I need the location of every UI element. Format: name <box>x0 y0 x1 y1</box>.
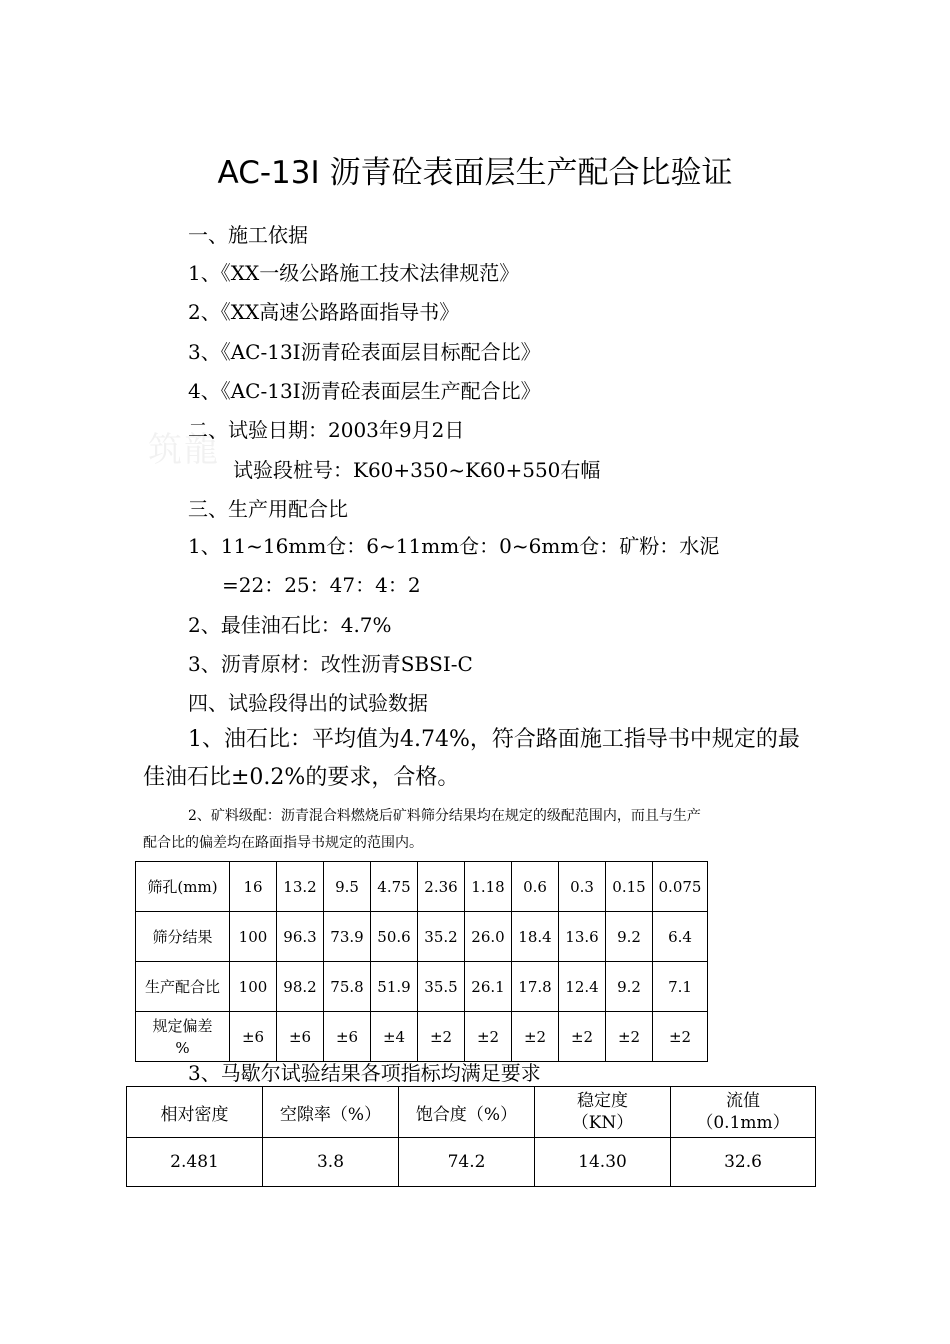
reference-item-4: 4、《AC-13I沥青砼表面层生产配合比》 <box>188 379 541 403</box>
row-header: 筛孔(mm) <box>136 862 230 912</box>
table-cell: 0.3 <box>559 862 606 912</box>
table-cell: 12.4 <box>559 962 606 1012</box>
table-row <box>136 912 708 962</box>
table-cell: ±6 <box>277 1012 324 1062</box>
row-header-line-1: 规定偏差 <box>152 1016 213 1035</box>
table-row <box>136 862 708 912</box>
binder-material-line: 3、沥青原材：改性沥青SBSI-C <box>188 652 473 676</box>
table-cell: 75.8 <box>324 962 371 1012</box>
header-cell <box>399 1087 535 1138</box>
section-4-heading: 四、试验段得出的试验数据 <box>188 691 428 715</box>
table-row <box>127 1138 816 1187</box>
table-cell: ±6 <box>230 1012 277 1062</box>
table-cell: 0.6 <box>512 862 559 912</box>
ratio-line-2: =22：25：47：4：2 <box>222 573 421 597</box>
oil-ratio-line-1: 1、油石比：平均值为4.74%，符合路面施工指导书中规定的最 <box>188 727 800 752</box>
header-line-2: （0.1mm） <box>696 1113 790 1133</box>
row-header-line-2: % <box>175 1038 190 1057</box>
oil-ratio-line-2: 佳油石比±0.2%的要求，合格。 <box>143 765 460 790</box>
table-cell: 0.15 <box>606 862 653 912</box>
table-cell: 0.075 <box>653 862 708 912</box>
table-cell: ±2 <box>653 1012 708 1062</box>
row-header <box>136 1012 230 1062</box>
table-cell: ±6 <box>324 1012 371 1062</box>
table-cell: 13.6 <box>559 912 606 962</box>
table-cell: 73.9 <box>324 912 371 962</box>
table-cell: 9.2 <box>606 962 653 1012</box>
table-cell: ±2 <box>465 1012 512 1062</box>
table-cell: 7.1 <box>653 962 708 1012</box>
table-row <box>136 962 708 1012</box>
section-3-heading: 三、生产用配合比 <box>188 497 348 521</box>
header-line-1: 相对密度 <box>160 1104 229 1125</box>
table-cell: 9.2 <box>606 912 653 962</box>
table-cell: 74.2 <box>399 1138 535 1187</box>
header-cell <box>535 1087 671 1138</box>
header-line-1: 空隙率（%） <box>279 1104 382 1125</box>
reference-item-3: 3、《AC-13I沥青砼表面层目标配合比》 <box>188 340 541 364</box>
table-cell: ±2 <box>512 1012 559 1062</box>
table-cell: 13.2 <box>277 862 324 912</box>
test-stake-line: 试验段桩号：K60+350~K60+550右幅 <box>233 458 601 482</box>
table-cell: 26.0 <box>465 912 512 962</box>
table-cell: 9.5 <box>324 862 371 912</box>
table-cell: 17.8 <box>512 962 559 1012</box>
table-cell: 26.1 <box>465 962 512 1012</box>
table-cell: 32.6 <box>671 1138 816 1187</box>
section-1-heading: 一、施工依据 <box>188 223 308 247</box>
sieve-table <box>135 861 708 1062</box>
header-cell <box>671 1087 816 1138</box>
table-cell: 1.18 <box>465 862 512 912</box>
table-cell: 50.6 <box>371 912 418 962</box>
table-cell: 35.5 <box>418 962 465 1012</box>
reference-item-1: 1、《XX一级公路施工技术法律规范》 <box>188 261 520 285</box>
row-header: 生产配合比 <box>136 962 230 1012</box>
table-cell: 16 <box>230 862 277 912</box>
test-date-line: 二、试验日期：2003年9月2日 <box>188 418 465 442</box>
row-header: 筛分结果 <box>136 912 230 962</box>
table-row <box>136 1012 708 1062</box>
table-cell: 2.481 <box>127 1138 263 1187</box>
grading-line-1: 2、矿料级配：沥青混合料燃烧后矿料筛分结果均在规定的级配范围内，而且与生产 <box>188 808 701 824</box>
grading-line-2: 配合比的偏差均在路面指导书规定的范围内。 <box>143 835 423 851</box>
watermark: 筑龍 <box>148 430 220 470</box>
header-line-1: 稳定度 <box>577 1091 628 1111</box>
header-line-1: 流值 <box>726 1091 760 1111</box>
table-cell: 98.2 <box>277 962 324 1012</box>
table-cell: ±2 <box>606 1012 653 1062</box>
marshall-line: 3、马歇尔试验结果各项指标均满足要求 <box>188 1061 541 1085</box>
table-cell: 14.30 <box>535 1138 671 1187</box>
header-line-1: 饱合度（%） <box>415 1104 518 1125</box>
table-cell: 96.3 <box>277 912 324 962</box>
table-header-row <box>127 1087 816 1138</box>
table-cell: 3.8 <box>263 1138 399 1187</box>
table-cell: 18.4 <box>512 912 559 962</box>
reference-item-2: 2、《XX高速公路路面指导书》 <box>188 300 460 324</box>
table-cell: ±2 <box>559 1012 606 1062</box>
page-title: AC-13I 沥青砼表面层生产配合比验证 <box>217 155 733 191</box>
header-cell <box>127 1087 263 1138</box>
table-cell: 100 <box>230 912 277 962</box>
table-cell: 4.75 <box>371 862 418 912</box>
optimum-binder-line: 2、最佳油石比：4.7% <box>188 613 392 637</box>
table-cell: 35.2 <box>418 912 465 962</box>
ratio-line-1: 1、11~16mm仓：6~11mm仓：0~6mm仓：矿粉：水泥 <box>188 534 720 558</box>
table-cell: 2.36 <box>418 862 465 912</box>
marshall-table <box>126 1086 816 1187</box>
table-cell: 51.9 <box>371 962 418 1012</box>
table-cell: ±2 <box>418 1012 465 1062</box>
table-cell: 100 <box>230 962 277 1012</box>
table-cell: 6.4 <box>653 912 708 962</box>
header-line-2: （KN） <box>571 1113 634 1133</box>
header-cell <box>263 1087 399 1138</box>
table-cell: ±4 <box>371 1012 418 1062</box>
